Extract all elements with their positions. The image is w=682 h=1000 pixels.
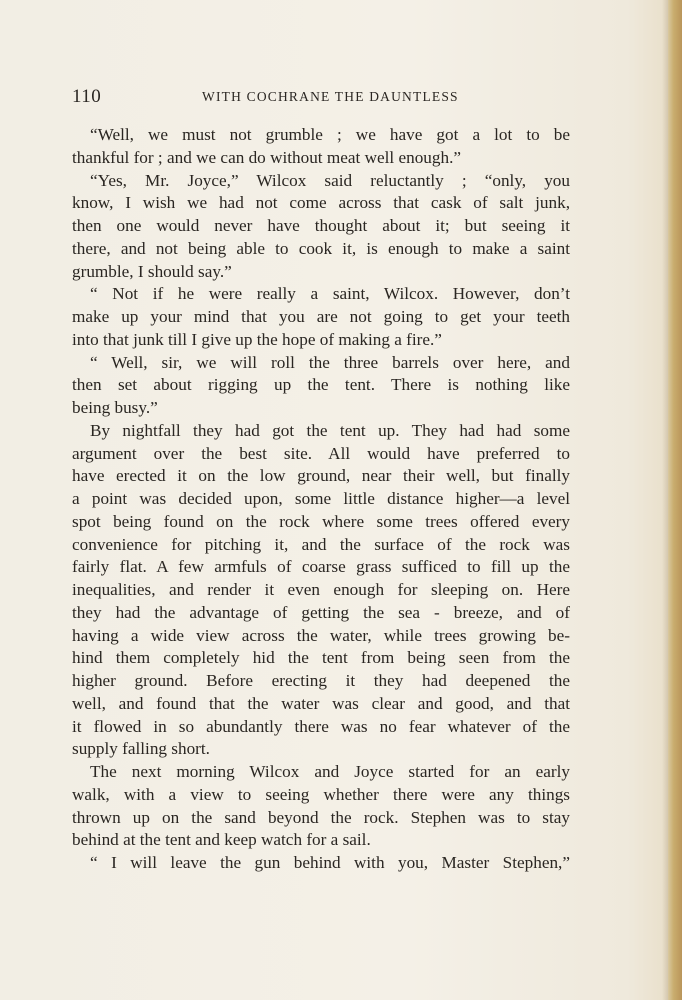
text-line: walk, with a view to seeing whether there were any things <box>72 784 570 804</box>
text-line: The next morning Wilcox and Joyce started for an early <box>90 762 570 781</box>
text-line: know, I wish we had not come across that cask of salt junk, <box>72 193 570 213</box>
running-head: WITH COCHRANE THE DAUNTLESS <box>202 89 459 104</box>
text-line: “ I will leave the gun behind with you, Master Stephen,” <box>90 853 570 872</box>
text-line: argument over the best site. All would have preferred to <box>72 443 570 463</box>
page-edge <box>668 0 682 1000</box>
text-line: into that junk till I give up the hope of making a fire.” <box>72 329 442 349</box>
text-line: thrown up on the sand beyond the rock. Stephen was to stay <box>72 807 570 827</box>
text-line: inequalities, and render it even enough for sleeping on. Here <box>72 580 570 599</box>
body-text <box>72 124 570 875</box>
text-line: having a wide view across the water, while trees growing be- <box>72 625 570 645</box>
text-line: fairly flat. A few armfuls of coarse grass sufficed to fill up the <box>72 557 570 577</box>
text-line: higher ground. Before erecting it they had deepened the <box>72 671 570 690</box>
text-line: “ Not if he were really a saint, Wilcox. However, don’t <box>90 284 570 304</box>
text-line: then set about rigging up the tent. There is nothing like <box>72 375 570 395</box>
text-line: a point was decided upon, some little distance higher—a level <box>72 489 570 508</box>
text-line: make up your mind that you are not going to get your teeth <box>72 307 570 326</box>
text-line: convenience for pitching it, and the surface of the rock was <box>72 534 570 554</box>
text-line: “ Well, sir, we will roll the three barrels over here, and <box>90 352 570 372</box>
text-line: By nightfall they had got the tent up. They had had some <box>90 420 570 440</box>
text-line: it flowed in so abundantly there was no fear whatever of the <box>72 716 570 736</box>
text-line: have erected it on the low ground, near their well, but finally <box>72 466 570 486</box>
text-line: behind at the tent and keep watch for a sail. <box>72 830 371 850</box>
text-line: spot being found on the rock where some trees offered every <box>72 511 570 531</box>
text-line: they had the advantage of getting the sea - breeze, and of <box>72 602 570 622</box>
text-line: “Yes, Mr. Joyce,” Wilcox said reluctantly ; “only, you <box>90 170 570 190</box>
page-number: 110 <box>72 86 102 107</box>
text-line: being busy.” <box>72 398 158 417</box>
page-header <box>72 86 570 108</box>
text-line: well, and found that the water was clear and good, and that <box>72 693 570 713</box>
text-line: then one would never have thought about it; but seeing it <box>72 216 570 235</box>
text-line: “Well, we must not grumble ; we have got a lot to be <box>90 125 570 144</box>
text-line: thankful for ; and we can do without meat well enough.” <box>72 147 461 167</box>
text-line: supply falling short. <box>72 739 210 759</box>
text-line: hind them completely hid the tent from being seen from the <box>72 648 570 668</box>
text-line: grumble, I should say.” <box>72 261 232 281</box>
text-line: there, and not being able to cook it, is enough to make a saint <box>72 238 570 258</box>
